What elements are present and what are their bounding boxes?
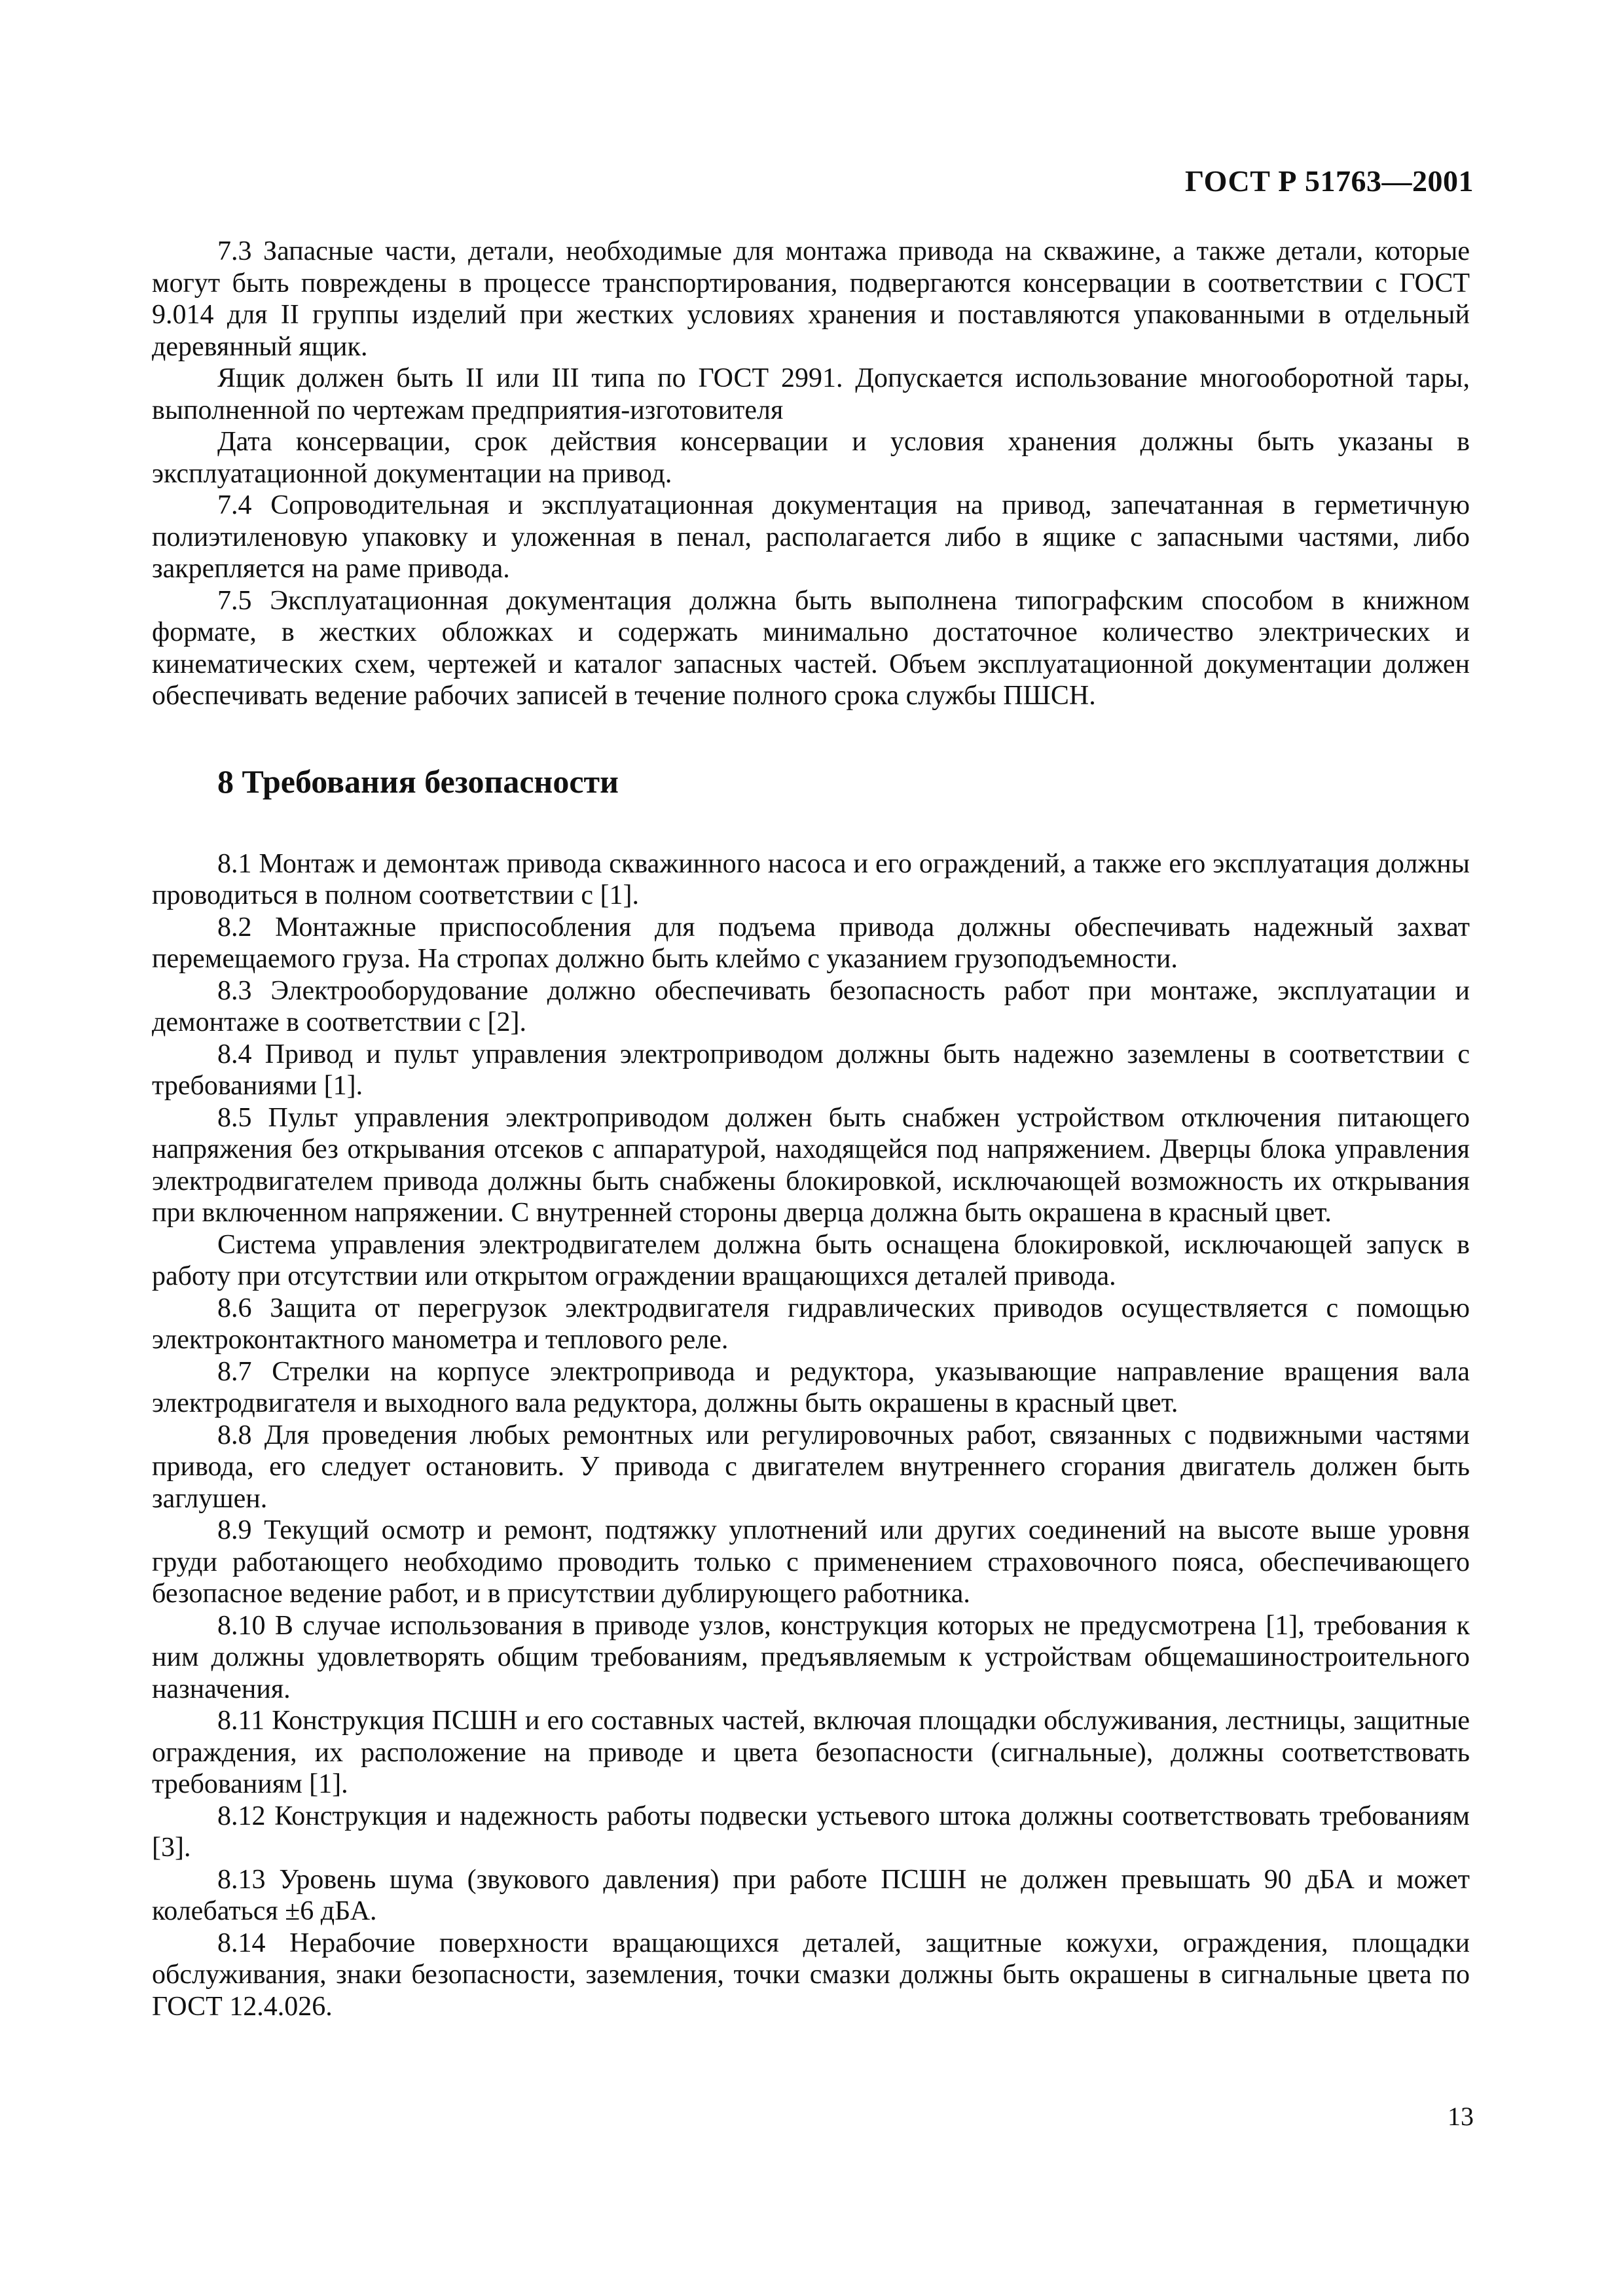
paragraph-8-14: 8.14 Нерабочие поверхности вращающихся деталей, защитные кожухи, ограждения, площадки обслуживания, знаки безопасности, заземления, точки смазки должны быть окрашены в сигнальные цвета по ГОСТ 12.4.026. bbox=[152, 1928, 1470, 2022]
paragraph-8-1: 8.1 Монтаж и демонтаж привода скважинного насоса и его ограждений, а также его эксплуатация должны проводиться в полном соответствии с [1]. bbox=[152, 848, 1470, 910]
paragraph-7-5: 7.5 Эксплуатационная документация должна быть выполнена типографским способом в книжном формате, в жестких обложках и содержать минимально достаточное количество электрических и кинематических схем, чертежей и каталог запасных частей. Объем эксплуатационной документации должен обеспечивать ведение рабочих записей в течение полного срока службы ПШСН. bbox=[152, 585, 1470, 711]
section-title: 8 Требования безопасности bbox=[217, 762, 619, 800]
paragraph-8-7: 8.7 Стрелки на корпусе электропривода и редуктора, указывающие направление вращения вала электродвигателя и выходного вала редуктора, должны быть окрашены в красный цвет. bbox=[152, 1356, 1470, 1418]
paragraph-box-type: Ящик должен быть II или III типа по ГОСТ 2991. Допускается использование многооборотной тары, выполненной по чертежам предприятия-изготовителя bbox=[152, 363, 1470, 425]
standard-code-header: ГОСТ Р 51763—2001 bbox=[1185, 164, 1474, 198]
paragraph-8-12: 8.12 Конструкция и надежность работы подвески устьевого штока должны соответствовать требованиям [3]. bbox=[152, 1801, 1470, 1863]
paragraph-8-10: 8.10 В случае использования в приводе узлов, конструкция которых не предусмотрена [1], требования к ним должны удовлетворять общим требованиям, предъявляемым к устройствам общемашиностроительного назначения. bbox=[152, 1610, 1470, 1704]
paragraph-conservation-date: Дата консервации, срок действия консервации и условия хранения должны быть указаны в эксплуатационной документации на привод. bbox=[152, 427, 1470, 489]
paragraph-8-3: 8.3 Электрооборудование должно обеспечивать безопасность работ при монтаже, эксплуатации и демонтаже в соответствии с [2]. bbox=[152, 975, 1470, 1037]
paragraph-8-5: 8.5 Пульт управления электроприводом должен быть снабжен устройством отключения питающего напряжения без открывания отсеков с аппаратурой, находящейся под напряжением. Дверцы блока управления электродвигателем привода должны быть снабжены блокировкой, исключающей возможность их открывания при включенном напряжении. С внутренней стороны дверца должна быть окрашена в красный цвет. bbox=[152, 1102, 1470, 1228]
paragraph-8-13: 8.13 Уровень шума (звукового давления) при работе ПСШН не должен превышать 90 дБА и может колебаться ±6 дБА. bbox=[152, 1864, 1470, 1926]
paragraph-7-4: 7.4 Сопроводительная и эксплуатационная документация на привод, запечатанная в герметичную полиэтиленовую упаковку и уложенная в пенал, располагается либо в ящике с запасными частями, либо закрепляется на раме привода. bbox=[152, 490, 1470, 584]
paragraph-8-8: 8.8 Для проведения любых ремонтных или регулировочных работ, связанных с подвижными частями привода, его следует остановить. У привода с двигателем внутреннего сгорания двигатель должен быть заглушен. bbox=[152, 1420, 1470, 1514]
paragraph-control-system: Система управления электродвигателем должна быть оснащена блокировкой, исключающей запуск в работу при отсутствии или открытом ограждении вращающихся деталей привода. bbox=[152, 1229, 1470, 1291]
document-body bbox=[152, 236, 1470, 2022]
paragraph-8-6: 8.6 Защита от перегрузок электродвигателя гидравлических приводов осуществляется с помощью электроконтактного манометра и теплового реле. bbox=[152, 1293, 1470, 1355]
page-number: 13 bbox=[1448, 2102, 1474, 2131]
paragraph-8-4: 8.4 Привод и пульт управления электроприводом должны быть надежно заземлены в соответствии с требованиями [1]. bbox=[152, 1039, 1470, 1101]
paragraph-7-3: 7.3 Запасные части, детали, необходимые для монтажа привода на скважине, а также детали, которые могут быть повреждены в процессе транспортирования, подвергаются консервации в соответствии с ГОСТ 9.014 для II группы изделий при жестких условиях хранения и поставляются упакованными в отдельный деревянный ящик. bbox=[152, 236, 1470, 362]
paragraph-8-9: 8.9 Текущий осмотр и ремонт, подтяжку уплотнений или других соединений на высоте выше уровня груди работающего необходимо проводить только с применением страховочного пояса, обеспечивающего безопасное ведение работ, и в присутствии дублирующего работника. bbox=[152, 1515, 1470, 1609]
paragraph-8-2: 8.2 Монтажные приспособления для подъема привода должны обеспечивать надежный захват перемещаемого груза. На стропах должно быть клеймо с указанием грузоподъемности. bbox=[152, 912, 1470, 974]
paragraph-8-11: 8.11 Конструкция ПСШН и его составных частей, включая площадки обслуживания, лестницы, защитные ограждения, их расположение на приводе и цвета безопасности (сигнальные), должны соответствовать требованиям [1]. bbox=[152, 1706, 1470, 1799]
